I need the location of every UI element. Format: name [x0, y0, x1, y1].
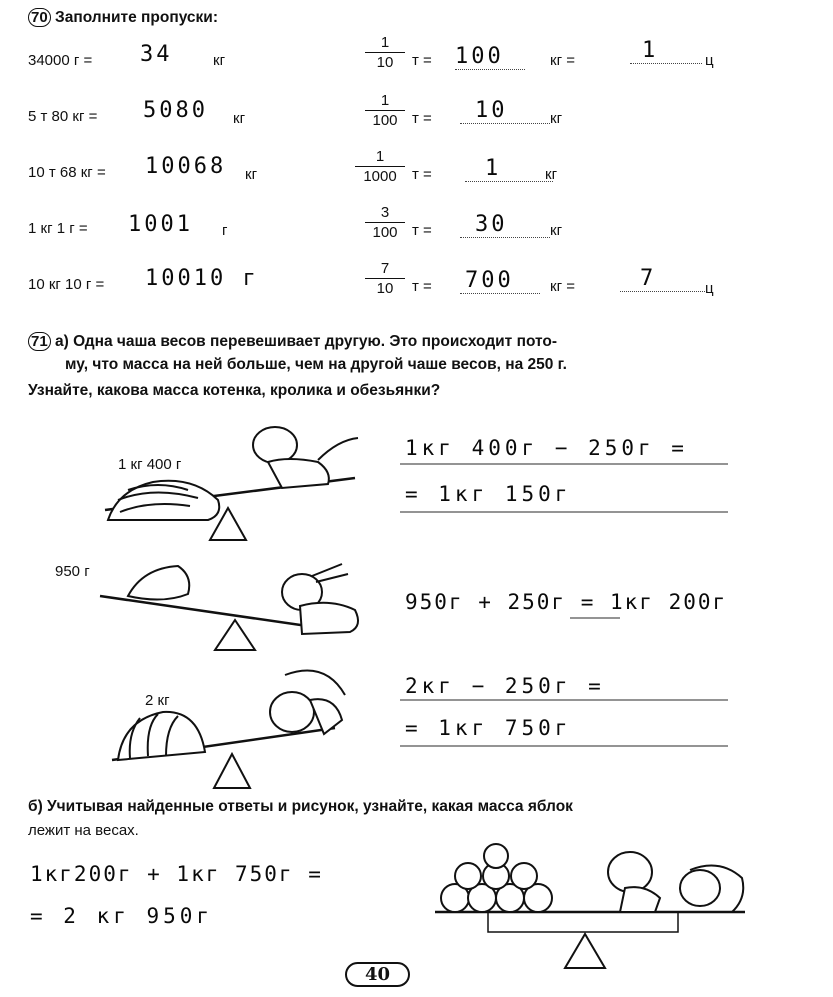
scale-answer-2-line1: 950г + 250г = 1кг 200г	[405, 590, 728, 614]
left-unit-2: кг	[233, 110, 246, 127]
left-answer-1: 34	[140, 42, 173, 67]
right-unit1-1: т =	[412, 52, 432, 69]
apples-icon	[441, 844, 552, 912]
right-answer1-1: 100	[455, 44, 525, 70]
right-unit1-5: т =	[412, 278, 432, 295]
bananas-icon	[108, 481, 219, 520]
right-unit1-4: т =	[412, 222, 432, 239]
right-unit1-3: т =	[412, 166, 432, 183]
fraction-5: 7 10	[365, 260, 405, 297]
scale-1	[105, 427, 358, 540]
right-unit2-3: кг	[545, 166, 558, 183]
task70-title: Заполните пропуски:	[55, 9, 218, 26]
right-unit1-2: т =	[412, 110, 432, 127]
left-expr-5: 10 кг 10 г =	[28, 276, 105, 293]
task71-text-1: а) Одна чаша весов перевешивает другую. Это происходит пото-	[55, 333, 558, 350]
left-answer-3: 10068	[145, 154, 227, 179]
task71-text-2: му, что масса на ней больше, чем на другой чаше весов, на 250 г.	[65, 356, 567, 373]
left-expr-4: 1 кг 1 г =	[28, 220, 88, 237]
right-unit3-1: ц	[705, 52, 714, 69]
left-unit-4: г	[222, 222, 228, 239]
part-b-answer-2: = 2 кг 950г	[30, 904, 214, 928]
scale-answer-3-line1: 2кг − 250г =	[405, 674, 605, 698]
part-b-text-2: лежит на весах.	[28, 822, 139, 839]
scale-label-2: 950 г	[55, 563, 90, 580]
task71-text-3: Узнайте, какова масса котенка, кролика и обезьянки?	[28, 382, 441, 399]
rabbit-icon-2	[608, 852, 652, 892]
left-expr-3: 10 т 68 кг =	[28, 164, 106, 181]
left-unit-1: кг	[213, 52, 226, 69]
left-answer-5: 10010 г	[145, 266, 259, 291]
right-unit2-4: кг	[550, 222, 563, 239]
fraction-1: 1 10	[365, 34, 405, 71]
fraction-3: 1 1000	[355, 148, 405, 185]
right-unit2-5: кг =	[550, 278, 575, 295]
right-answer1-5: 700	[460, 268, 540, 294]
page-number: 40	[345, 964, 410, 985]
right-unit2-1: кг =	[550, 52, 575, 69]
scale-3	[112, 671, 345, 789]
right-answer1-3: 1	[465, 156, 553, 182]
task71-number: 71	[28, 332, 51, 351]
scale-label-1: 1 кг 400 г	[118, 456, 182, 473]
monkey-icon	[270, 692, 314, 732]
part-b-answer-1: 1кг200г + 1кг 750г =	[30, 862, 323, 886]
scale-answer-1-line2: = 1кг 150г	[405, 482, 572, 506]
left-answer-4: 1001	[128, 212, 193, 237]
right-answer2-1: 1	[630, 38, 702, 64]
scale-label-3: 2 кг	[145, 692, 170, 709]
fraction-2: 1 100	[365, 92, 405, 129]
scale-answer-3-line2: = 1кг 750г	[405, 716, 572, 740]
kitten-icon	[253, 427, 297, 463]
monkey-icon-2	[680, 870, 720, 906]
hedgehog-icon	[128, 566, 189, 600]
scale-2	[100, 564, 358, 650]
left-expr-2: 5 т 80 кг =	[28, 108, 98, 125]
part-b-text-1: б) Учитывая найденные ответы и рисунок, узнайте, какая масса яблок	[28, 798, 573, 815]
scale-4	[435, 844, 745, 968]
right-unit3-5: ц	[705, 280, 714, 297]
left-expr-1: 34000 г =	[28, 52, 93, 69]
left-answer-2: 5080	[143, 98, 208, 123]
task70-number: 70	[28, 8, 51, 27]
left-unit-3: кг	[245, 166, 258, 183]
scale-answer-1-line1: 1кг 400г − 250г =	[405, 436, 688, 460]
right-answer1-4: 30	[460, 212, 550, 238]
right-answer1-2: 10	[460, 98, 550, 124]
fraction-4: 3 100	[365, 204, 405, 241]
right-unit2-2: кг	[550, 110, 563, 127]
right-answer2-5: 7	[620, 266, 705, 292]
